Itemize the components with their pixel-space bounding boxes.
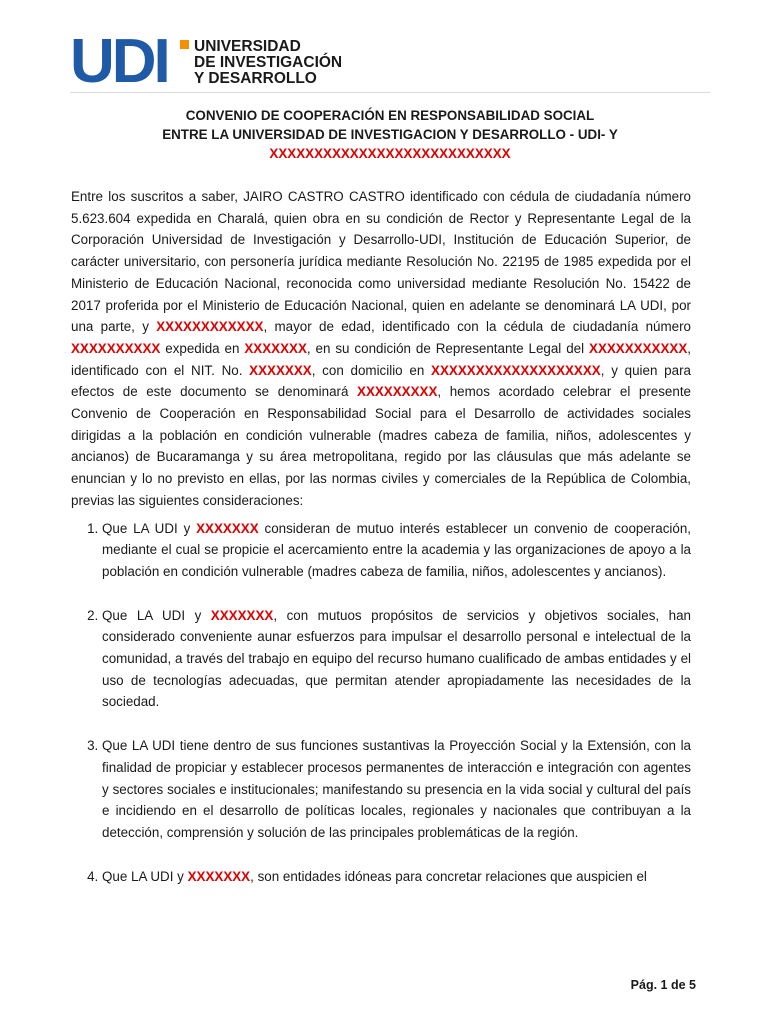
intro-text-3: expedida en bbox=[160, 340, 245, 356]
item-placeholder: XXXXXXX bbox=[196, 520, 259, 536]
title-line-1: CONVENIO DE COOPERACIÓN EN RESPONSABILIDAD SOCIAL bbox=[185, 108, 595, 123]
item-placeholder: XXXXXXX bbox=[187, 868, 251, 884]
considerations-list bbox=[71, 518, 691, 888]
intro-text-2: , mayor de edad, identificado con la cédula de ciudadanía número bbox=[263, 319, 691, 335]
logo-line-1: UNIVERSIDAD bbox=[194, 38, 301, 55]
intro-text-6: , con domicilio en bbox=[311, 362, 432, 378]
item-text: , son entidades idóneas para concretar relaciones que auspicien el bbox=[250, 868, 647, 884]
placeholder-id-number: XXXXXXXXXX bbox=[71, 340, 161, 356]
letterhead bbox=[70, 27, 710, 96]
placeholder-city: XXXXXXX bbox=[244, 340, 307, 356]
title-line-2: ENTRE LA UNIVERSIDAD DE INVESTIGACION Y DESARROLLO - UDI- Y bbox=[162, 127, 618, 142]
page-label: Pág. bbox=[630, 978, 661, 992]
list-item bbox=[102, 735, 691, 844]
logo-letters: UDI bbox=[70, 27, 168, 96]
intro-text-1: Entre los suscritos a saber, JAIRO CASTRO CASTRO identificado con cédula de ciudadanía número 5.623.604 expedida en Charalá, quien obra en su condición de Rector y Representante Legal de la Corporación Universidad de Investigación y Desarrollo-UDI, Institución de Educación Superior, de carácter universitario, con personería jurídica mediante Resolución No. 22195 de 1985 expedida por el Ministerio de Educación Nacional, reconocida como universidad mediante Resolución No. 15422 de 2017 proferida por el Ministerio de Educación Nacional, quien en adelante se denominará LA UDI, por una parte, y bbox=[71, 189, 691, 335]
intro-text-8: , hemos acordado celebrar el presente Convenio de Cooperación en Responsabilidad Social para el Desarrollo de actividades sociales dirigidas a la población en condición vulnerable (madres cabeza de familia, niños, adolescentes y ancianos) de Bucaramanga y su área metropolitana, regido por las cláusulas que más adelante se enuncian y lo no previsto en ellas, por las normas civiles y comerciales de la República de Colombia, previas las siguientes consideraciones: bbox=[71, 384, 691, 508]
page-total: 5 bbox=[689, 978, 696, 992]
page-number: 1 bbox=[660, 978, 668, 992]
logo-line-3: Y DESARROLLO bbox=[194, 70, 317, 87]
logo-text bbox=[194, 39, 342, 87]
placeholder-nit: XXXXXXX bbox=[249, 362, 312, 378]
list-item bbox=[102, 518, 691, 583]
item-placeholder: XXXXXXX bbox=[210, 607, 274, 623]
list-item bbox=[102, 866, 691, 888]
intro-text-5: , identificado con el NIT. No. bbox=[71, 340, 691, 378]
item-text: Que LA UDI tiene dentro de sus funciones sustantivas la Proyección Social y la Extensión, con la finalidad de propiciar y establecer procesos permanentes de interacción e integración con agentes y sectores sociales e institucionales; manifestando su presencia en la vida social y cultural del país e incidiendo en el desarrollo de políticas locales, regionales y nacionales que contribuyan a la detección, comprensión y solución de las principales problemáticas de la región. bbox=[102, 738, 691, 840]
item-text: Que LA UDI y bbox=[102, 520, 197, 536]
title-line-3: XXXXXXXXXXXXXXXXXXXXXXXXXXX bbox=[269, 146, 511, 161]
intro-text-7: , y quien para efectos de este documento se denominará bbox=[71, 362, 691, 400]
placeholder-entity: XXXXXXXXXXX bbox=[589, 340, 688, 356]
item-text: Que LA UDI y bbox=[102, 868, 188, 884]
page-footer bbox=[631, 978, 696, 992]
placeholder-name: XXXXXXXXXXXX bbox=[156, 319, 264, 335]
item-text: Que LA UDI y bbox=[102, 607, 211, 623]
placeholder-address: XXXXXXXXXXXXXXXXXXX bbox=[431, 362, 601, 378]
intro-text-4: , en su condición de Representante Legal del bbox=[306, 340, 590, 356]
intro-paragraph bbox=[71, 186, 691, 512]
logo-line-2: DE INVESTIGACIÓN bbox=[194, 54, 343, 71]
list-item bbox=[102, 605, 691, 714]
document-body bbox=[71, 186, 691, 909]
placeholder-alias: XXXXXXXXX bbox=[357, 384, 438, 400]
udi-logo bbox=[70, 27, 168, 96]
page-of: de bbox=[667, 978, 690, 992]
item-text: consideran de mutuo interés establecer un convenio de cooperación, mediante el cual se propicie el acercamiento entre la academia y las organizaciones de apoyo a la población en condición vulnerable (madres cabeza de familia, niños, adolescentes y ancianos). bbox=[102, 520, 691, 579]
logo-orange-square bbox=[180, 40, 189, 49]
document-title bbox=[70, 106, 710, 163]
item-text: , con mutuos propósitos de servicios y objetivos sociales, han considerado conveniente aunar esfuerzos para impulsar el desarrollo personal e intelectual de la comunidad, a través del trabajo en equipo del recurso humano cualificado de ambas entidades y el uso de tecnologías adecuadas, que permitan atender apropiadamente las necesidades de la sociedad. bbox=[102, 607, 691, 710]
